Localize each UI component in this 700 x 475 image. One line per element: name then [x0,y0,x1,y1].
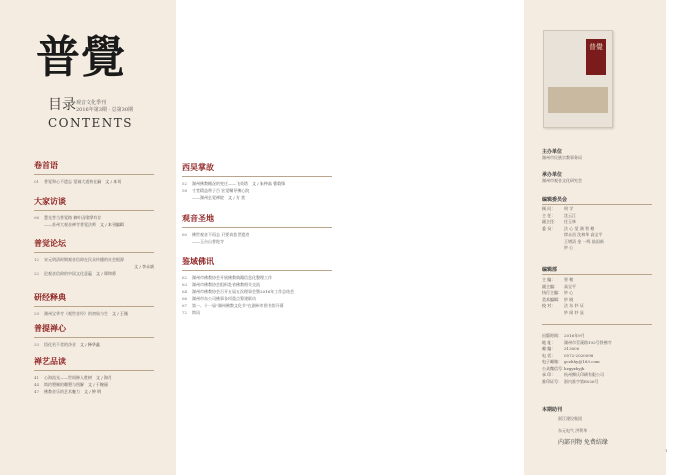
section-title: 西昊掌故 [182,162,214,172]
entry-text: 佛世观音不再去 只要真悲世遗迹 [192,232,250,237]
toc-subtitle-line2: 2016年第3期 · 总第30期 [76,106,134,113]
section-title: 研经释典 [34,292,66,302]
row-key: 主 编： [542,277,556,282]
row-key: 委 员： [542,225,556,231]
entry-text: 湖州佛教概况的变迁——飞英塔 [192,181,248,186]
entry-page: 33 [34,342,40,347]
section-title: 大家访谈 [34,196,66,206]
row-value: 妙 心 [564,245,574,250]
row-key: 美术编辑： [542,296,562,302]
free-distribution-note: 内部刊物 免费结缘 [558,439,608,446]
toc-entry[interactable] [34,310,154,317]
row-value: 明 学 [564,206,574,211]
entry-page: 44 [34,382,40,387]
row-key: 副主任： [542,219,558,224]
row-value: 0572-2020098 [564,352,594,358]
row-value: 王增清 金 一鸣 陆国新 [564,238,604,244]
sponsor-title: 本期助刊 [542,407,563,413]
row-key: 主 任： [542,212,556,218]
entry-page: 72 [182,310,188,315]
entry-author: 文 / 本刊编辑 [100,222,124,227]
toc-subtitle [76,100,133,113]
sponsor-item: 浙江建设集团 [558,416,582,421]
organizer-name: 湖州市民族宗教事务局 [542,155,582,160]
row-value: 妙 心 [564,290,574,295]
section-dajia-fangtan [34,196,154,228]
row-value: 妙 晓 [564,296,574,302]
row-value: 高宝平 [564,283,576,289]
entry-page: 63 [182,282,188,287]
entry-page: 58 [182,188,188,193]
entry-page: 62 [182,275,188,280]
divider [542,204,652,205]
divider [34,252,154,253]
row-key: 电 话： [542,352,556,358]
entry-author: 文 / 于婉丽 [88,382,108,387]
dept-row [542,310,584,317]
row-key: 准印证号： [542,378,562,384]
section-yanjing-shidian [34,292,154,317]
entry-text: 佛教音乐的艺术魅力 [44,389,80,394]
section-chanyi-pindu [34,356,154,395]
section-title: 普提禅心 [34,323,66,333]
section-title: 鉴域佛讯 [182,256,214,266]
entry-text: 简约塑制的雕塑与图解 [44,382,84,387]
entry-text: 论观音信仰的中国文化意蕴 [44,271,92,276]
entry-text: 心海流光——世间修入胜树 [44,375,92,380]
entry-page: 12 [34,257,40,262]
entry-page: 52 [182,181,188,186]
toc-entry[interactable] [34,256,154,263]
row-value: hzgyxhyjh [564,365,585,371]
editorial-dept-title: 编辑部 [542,267,558,273]
row-value: 法 心 觉 满 智 粮 [564,225,595,231]
entry-text: ——玉台山普陀寺 [192,239,224,244]
entry-text: ——苏州大观音禅寺普觉法师 [44,222,96,227]
row-key: 副主编： [542,283,558,289]
divider [34,210,154,211]
magazine-logo: 普覺 [36,32,126,83]
section-title: 卷首语 [34,160,58,170]
toc-entry[interactable] [34,214,154,221]
row-key: 校 对： [542,303,556,308]
toc-entry-continued [34,221,154,228]
row-key: 执行主编： [542,290,562,295]
entry-page: 01 [34,179,40,184]
entry-author: 文 / 王瑾 [112,311,128,316]
publication-info [542,333,612,385]
divider [542,274,652,275]
row-value: 313000 [564,346,580,351]
entry-text: 湖州市佛教协会召开五届五次理事会暨2016年工作总结会 [192,289,295,294]
toc-title: 目录 [48,97,76,113]
toc-entry-continued [182,194,332,201]
toc-entry[interactable] [34,341,154,348]
entry-page: 29 [34,311,40,316]
divider [34,370,154,371]
toc-entry[interactable] [34,381,154,388]
entry-text: 湖州市佛教协会开展佛教典籍信息化整理工作 [192,275,272,280]
entry-author: 文 / 钟 明 [84,389,102,394]
pub-row [542,379,612,386]
board-row [542,245,604,252]
editorial-dept-list [542,277,584,316]
row-value: 浙内准字第E026号 [564,378,599,384]
toc-entry-continued [182,238,332,245]
magazine-cover-thumbnail [543,30,613,128]
toc-entry[interactable] [182,302,332,309]
entry-text: 湖州市东公司佛事各项重点筹建联动 [192,296,256,301]
entry-author: 文 / 本刊 [105,179,122,184]
sponsor-item: 东元电气 洪利华 [558,427,588,433]
row-value: 法 东 妙 证 [564,303,584,308]
section-title: 普觉论坛 [34,238,66,248]
editorial-board-title: 编辑委员会 [542,197,568,203]
toc-entry[interactable] [182,288,332,295]
entry-author: 文 / 海月 [96,375,112,380]
toc-entry[interactable] [182,187,332,194]
entry-text: ——湖州玄觉禅院 [192,195,224,200]
row-value: 智 粮 [564,277,574,282]
toc-entry[interactable] [34,388,154,395]
toc-entry[interactable] [182,281,332,288]
divider [34,306,154,307]
divider [34,174,154,175]
toc-entry[interactable] [34,178,154,185]
entry-page: 67 [182,303,188,308]
section-guanyin-shengdi [182,213,332,245]
section-juanshouyu [34,160,154,185]
row-key: 公众微信号： [542,365,566,371]
divider [182,176,332,177]
divider [182,227,332,228]
toc-entry[interactable] [34,374,154,381]
row-value: 湖州市苕溪路192号铁佛寺 [564,339,612,345]
toc-entry[interactable] [182,180,332,187]
entry-text: 第一、十一届"湖州佛教文化节"在湖州市图书馆开幕 [192,303,284,308]
toc-entry[interactable] [182,231,332,238]
page-number: 1 [665,448,668,453]
entry-text: 悟化若不贪的净业 [44,342,76,347]
divider [182,270,332,271]
row-key: 地 址： [542,339,556,345]
row-value: 妙 闻 妙 显 [564,309,584,315]
section-puti-chanxin [34,323,154,348]
entry-text: 普觉和心不遗忘 觉诚大道持在嗣 [44,179,102,184]
row-value: 沈云江 [564,212,576,218]
row-key: 电子邮箱： [542,359,562,364]
divider [542,324,652,325]
editorial-board-list [542,206,604,252]
row-value: 任玉林 [564,219,576,224]
organizer-title: 主办单位 [542,149,563,155]
section-xihao-zhanggu [182,162,332,201]
entry-text: 简讯 [192,310,200,315]
entry-author: 文 / 李永斌 [134,264,154,269]
section-title: 观音圣地 [182,213,214,223]
toc-subtitle-line1: 观音文化季刊 [76,100,107,106]
entry-page: 22 [34,271,40,276]
section-title: 禅艺品读 [34,356,66,366]
entry-text: 宋元明清时期观音信仰在民众传播的社会根源 [44,257,124,262]
cover-title-band: 普覺 [586,39,606,75]
entry-author: 文 / 郑和勇 [96,271,116,276]
co-organizer-title: 承办单位 [542,172,563,178]
row-key: 顾 问： [542,206,556,211]
entry-page: 47 [34,389,40,394]
toc-english-title: CONTENTS [48,116,134,130]
entry-author: 文 / 释华鑫 [80,342,100,347]
row-value: 徐永昌 沈林华 高宝平 [564,232,603,237]
entry-page: 64 [182,289,188,294]
entry-page: 41 [34,375,40,380]
entry-page: 06 [34,215,40,220]
section-pujue-luntan [34,238,154,277]
entry-text: 慧光菩当普觉路 摘叶因缘摩有存 [44,215,102,220]
toc-entry[interactable] [182,295,332,302]
row-value: 2016年9月 [564,333,585,338]
row-key: 邮 编： [542,346,556,351]
toc-entry[interactable] [182,274,332,281]
entry-author: 文 / 方 奕 [228,195,246,200]
divider [34,337,154,338]
entry-text: 湖州宝华寺《观世音经》的初始与生 [44,311,108,316]
entry-page: 66 [182,296,188,301]
entry-text: 湖州市佛教协会组织赴省佛教相关交流 [192,282,260,287]
row-value: 杭州狮氏印刷有限公司 [564,372,604,377]
toc-entry[interactable] [34,270,154,277]
cover-image [548,87,608,113]
entry-page: 60 [182,232,188,237]
sponsor-list [558,416,587,434]
row-value: gczhhy@163.com [564,359,600,364]
entry-text: 寸堂精益带子百 宏觉嘱导佛心院 [192,188,250,193]
co-organizer-name: 湖州市观音文化研究会 [542,178,582,183]
section-jianyu-foxun [182,256,332,316]
entry-author: 文 / 朱仲高 曹敦锋 [252,181,286,186]
row-key: 承 印： [542,372,556,377]
row-key: 出版时间： [542,333,562,338]
toc-entry[interactable] [182,309,332,316]
